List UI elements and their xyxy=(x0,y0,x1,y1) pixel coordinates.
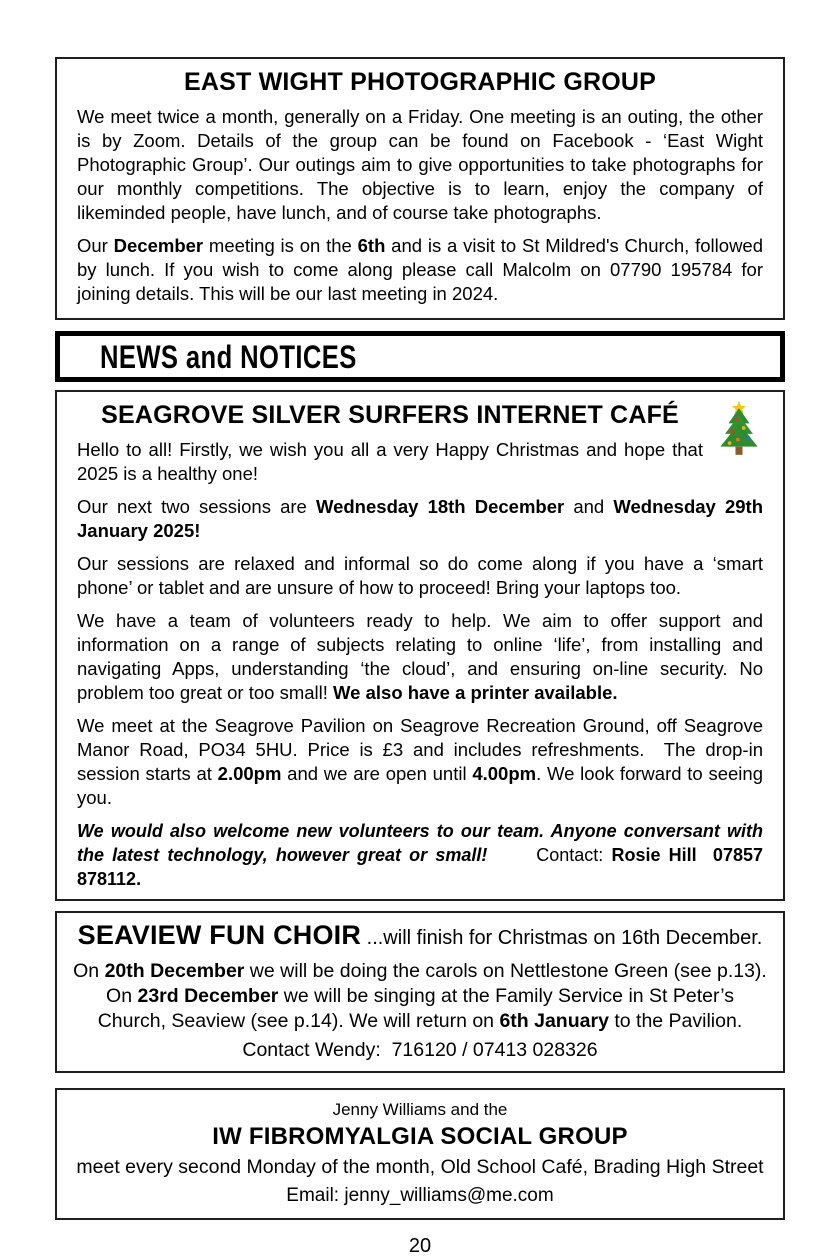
fibromyalgia-social-group-section xyxy=(55,1088,785,1220)
seaview-fun-choir-section xyxy=(55,911,785,1073)
seagrove-paragraph-1: Hello to all! Firstly, we wish you all a very Happy Christmas and hope that 2025 is a healthy one! xyxy=(77,439,703,484)
choir-contact-line: Contact Wendy: 716120 / 07413 028326 xyxy=(242,1039,598,1061)
choir-title: SEAVIEW FUN CHOIR xyxy=(77,920,362,950)
fibromyalgia-intro-line: Jenny Williams and the xyxy=(332,1100,508,1119)
seagrove-paragraph-3: Our sessions are relaxed and informal so do come along if you have a ‘smart phone’ or tablet and are unsure of how to proceed! Bring your laptops too. xyxy=(77,553,763,598)
page-number: 20 xyxy=(408,1235,432,1257)
seagrove-silver-surfers-section xyxy=(55,390,785,901)
fibromyalgia-meeting-line: meet every second Monday of the month, Old School Café, Brading High Street xyxy=(76,1156,764,1178)
seagrove-paragraph-4: We have a team of volunteers ready to help. We aim to offer support and information on a range of subjects relating to online ‘life’, from installing and navigating Apps, understanding ‘the cloud’, and ensuring on-line security. No problem too great or too small! We also have a printer available. xyxy=(77,610,763,703)
choir-heading-line xyxy=(71,920,769,953)
christmas-tree-icon xyxy=(715,400,763,456)
seagrove-title: SEAGROVE SILVER SURFERS INTERNET CAFÉ xyxy=(101,401,679,429)
photographic-group-paragraph-1: We meet twice a month, generally on a Friday. One meeting is an outing, the other is by Zoom. Details of the group can be found on Facebook - ‘East Wight Photographic Group’. Our outings aim to give opportunities to take photographs for our monthly competitions. The objective is to learn, enjoy the company of likeminded people, have lunch, and of course take photographs. xyxy=(77,106,763,223)
photographic-group-title: EAST WIGHT PHOTOGRAPHIC GROUP xyxy=(183,68,657,96)
seagrove-volunteers-contact-paragraph: We would also welcome new volunteers to our team. Anyone conversant with the latest technology, however great or small! Contact: Rosie Hill 07857 878112. xyxy=(77,821,763,889)
seagrove-paragraph-2: Our next two sessions are Wednesday 18th December and Wednesday 29th January 2025! xyxy=(77,496,764,541)
east-wight-photographic-group-section xyxy=(55,57,785,320)
news-and-notices-title: NEWS and NOTICES xyxy=(100,338,357,375)
choir-body-paragraph: On 20th December we will be doing the carols on Nettlestone Green (see p.13). On 23rd December we will be singing at the Family Service in St Peter’s Church, Seaview (see p.14). We will return on 6th January to the Pavilion. xyxy=(73,960,767,1032)
news-and-notices-banner xyxy=(55,331,785,382)
seagrove-paragraph-5: We meet at the Seagrove Pavilion on Seagrove Recreation Ground, off Seagrove Manor Road, PO34 5HU. Price is £3 and includes refreshments. The drop-in session starts at 2.00pm and we are open until 4.00pm. We look forward to seeing you. xyxy=(77,715,763,808)
choir-title-suffix: ...will finish for Christmas on 16th December. xyxy=(361,927,763,949)
fibromyalgia-title: IW FIBROMYALGIA SOCIAL GROUP xyxy=(212,1123,628,1150)
photographic-group-paragraph-2: Our December meeting is on the 6th and is a visit to St Mildred's Church, followed by lunch. If you wish to come along please call Malcolm on 07790 195784 for joining details. This will be our last meeting in 2024. xyxy=(77,235,764,304)
fibromyalgia-email-line: Email: jenny_williams@me.com xyxy=(286,1185,554,1206)
